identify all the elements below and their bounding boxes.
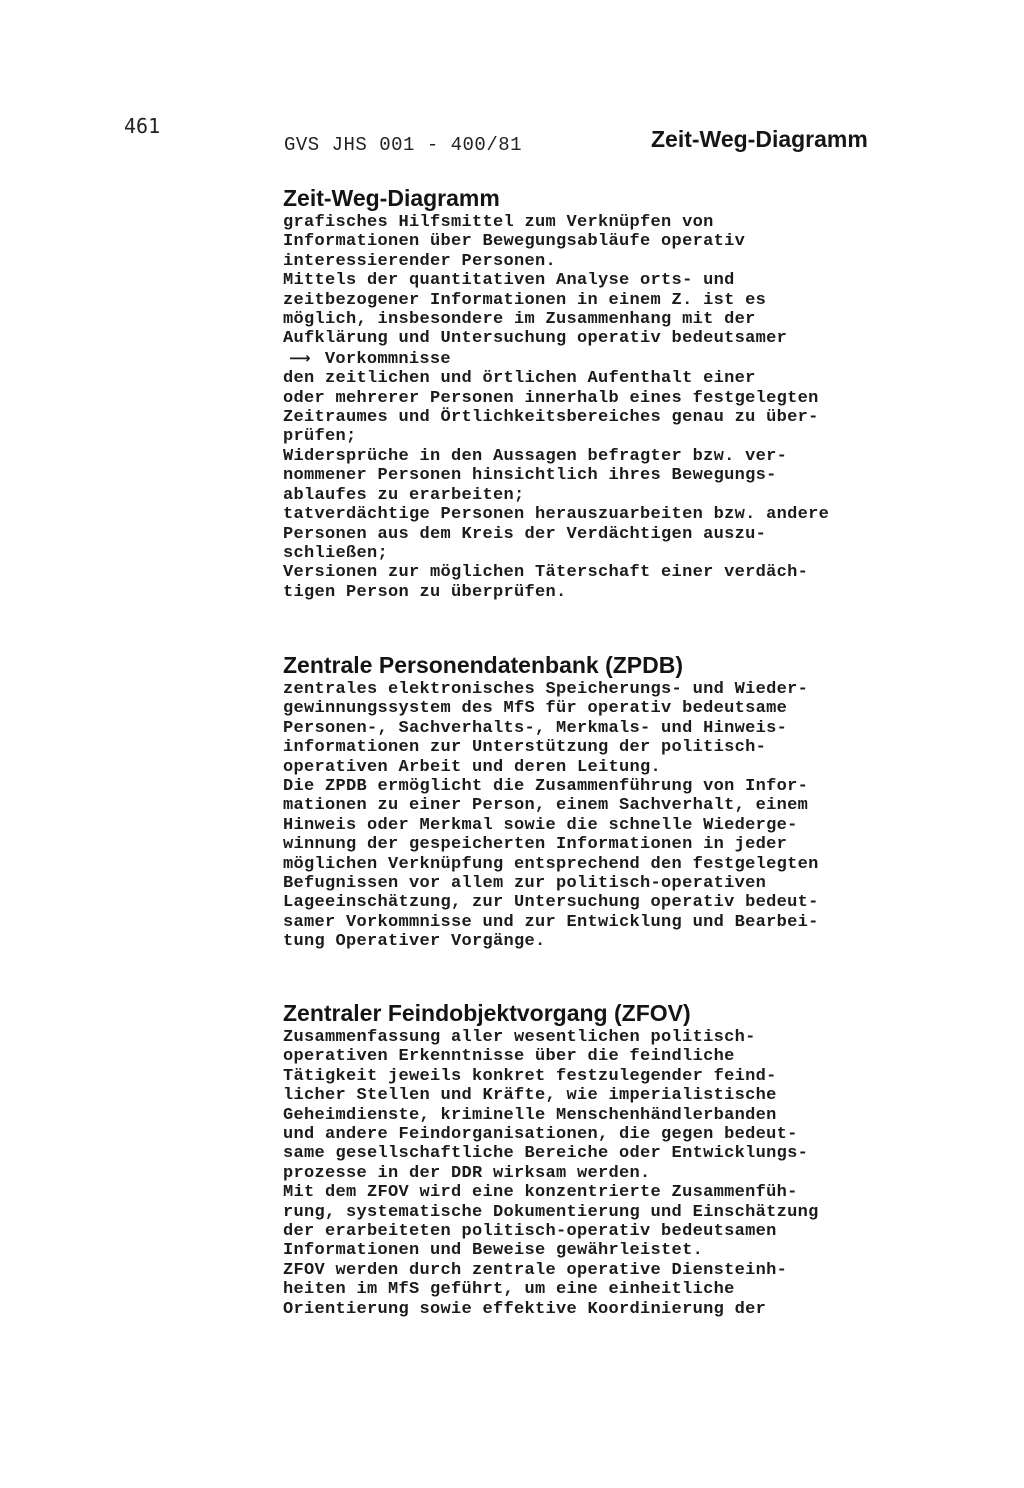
entry-zentrale-personendatenbank [283,650,819,952]
body-line: zeitbezogener Informationen in einem Z. ist es [283,290,767,310]
body-line: und andere Feindorganisationen, die gegen bedeut- [283,1125,798,1145]
body-line: Lageeinschätzung, zur Untersuchung operativ bedeut- [283,893,819,913]
page-number: 461 [124,114,161,138]
body-line: möglichen Verknüpfung entsprechend den festgelegten [283,854,819,874]
body-line: Mit dem ZFOV wird eine konzentrierte Zusammenfüh- [283,1183,798,1203]
body-line: tigen Person zu überprüfen. [283,582,567,602]
entry-zeit-weg-diagramm [283,183,829,602]
body-line: mationen zu einer Person, einem Sachverhalt, einem [283,796,809,816]
body-line: operativen Erkenntnisse über die feindliche [283,1047,735,1067]
body-line: prüfen; [283,427,357,447]
body-line: Zusammenfassung aller wesentlichen politisch- [283,1028,756,1047]
body-line: prozesse in der DDR wirksam werden. [283,1163,651,1183]
body-line: Tätigkeit jeweils konkret festzulegender feind- [283,1066,777,1086]
body-line: tung Operativer Vorgänge. [283,932,546,952]
body-line: same gesellschaftliche Bereiche oder Entwicklungs- [283,1144,809,1164]
body-line: Personen aus dem Kreis der Verdächtigen auszu- [283,524,767,544]
body-line: der erarbeiteten politisch-operativ bedeutsamen [283,1222,777,1242]
body-line: nommener Personen hinsichtlich ihres Bewegungs- [283,466,777,486]
document-reference: GVS JHS 001 - 400/81 [284,134,523,156]
entry-title: Zeit-Weg-Diagramm [283,185,500,211]
entry-title: Zentraler Feindobjektvorgang (ZFOV) [283,1000,691,1026]
body-line: winnung der gespeicherten Informationen in jeder [283,835,788,855]
body-line: samer Vorkommnisse und zur Entwicklung und Bearbei- [283,912,819,932]
body-line: Personen-, Sachverhalts-, Merkmals- und Hinweis- [283,718,788,738]
body-line: Die ZPDB ermöglicht die Zusammenführung von Infor- [283,777,809,797]
body-line: interessierender Personen. [283,251,557,271]
body-line: licher Stellen und Kräfte, wie imperialistische [283,1086,777,1106]
body-line: tatverdächtige Personen herauszuarbeiten bzw. andere [283,505,830,525]
entry-zentraler-feindobjektvorgang [283,998,819,1319]
body-line: oder mehrerer Personen innerhalb eines festgelegten [283,388,819,408]
arrow-right-icon: ⟶ [289,348,311,367]
body-line: Aufklärung und Untersuchung operativ bedeutsamer [283,329,788,349]
body-line: grafisches Hilfsmittel zum Verknüpfen von [283,213,714,232]
body-line: Informationen über Bewegungsabläufe operativ [283,232,746,252]
entry-title: Zentrale Personendatenbank (ZPDB) [283,652,684,678]
running-head: Zeit-Weg-Diagramm [651,126,868,152]
body-line: zentrales elektronisches Speicherungs- und Wieder- [283,680,809,699]
body-line: operativen Arbeit und deren Leitung. [283,757,662,777]
entry-body [283,680,819,952]
body-line: Hinweis oder Merkmal sowie die schnelle Wiederge- [283,815,798,835]
body-line: heiten im MfS geführt, um eine einheitliche [283,1280,735,1300]
body-line: informationen zur Unterstützung der politisch- [283,738,767,758]
body-line: gewinnungssystem des MfS für operativ bedeutsame [283,699,788,719]
body-line: Widersprüche in den Aussagen befragter bzw. ver- [283,446,788,466]
body-line: ZFOV werden durch zentrale operative Diensteinh- [283,1260,788,1280]
body-line: schließen; [283,543,389,563]
body-line: Zeitraumes und Örtlichkeitsbereiches genau zu über- [283,408,819,428]
body-line: Versionen zur möglichen Täterschaft einer verdäch- [283,563,809,583]
body-line: ablaufes zu erarbeiten; [283,485,525,505]
body-line: Befugnissen vor allem zur politisch-operativen [283,874,767,894]
body-line: Mittels der quantitativen Analyse orts- und [283,271,735,291]
body-line: möglich, insbesondere im Zusammenhang mit der [283,310,756,330]
body-line: Orientierung sowie effektive Koordinierung der [283,1299,767,1319]
entry-body [283,1028,819,1319]
body-line: rung, systematische Dokumentierung und Einschätzung [283,1202,819,1222]
cross-reference-target: Vorkommnisse [324,349,451,369]
body-line: Informationen und Beweise gewährleistet. [283,1241,704,1261]
body-line: Geheimdienste, kriminelle Menschenhändlerbanden [283,1105,777,1125]
body-line: den zeitlichen und örtlichen Aufenthalt einer [283,369,756,389]
cross-reference-line [283,349,829,369]
entry-body [283,213,829,602]
